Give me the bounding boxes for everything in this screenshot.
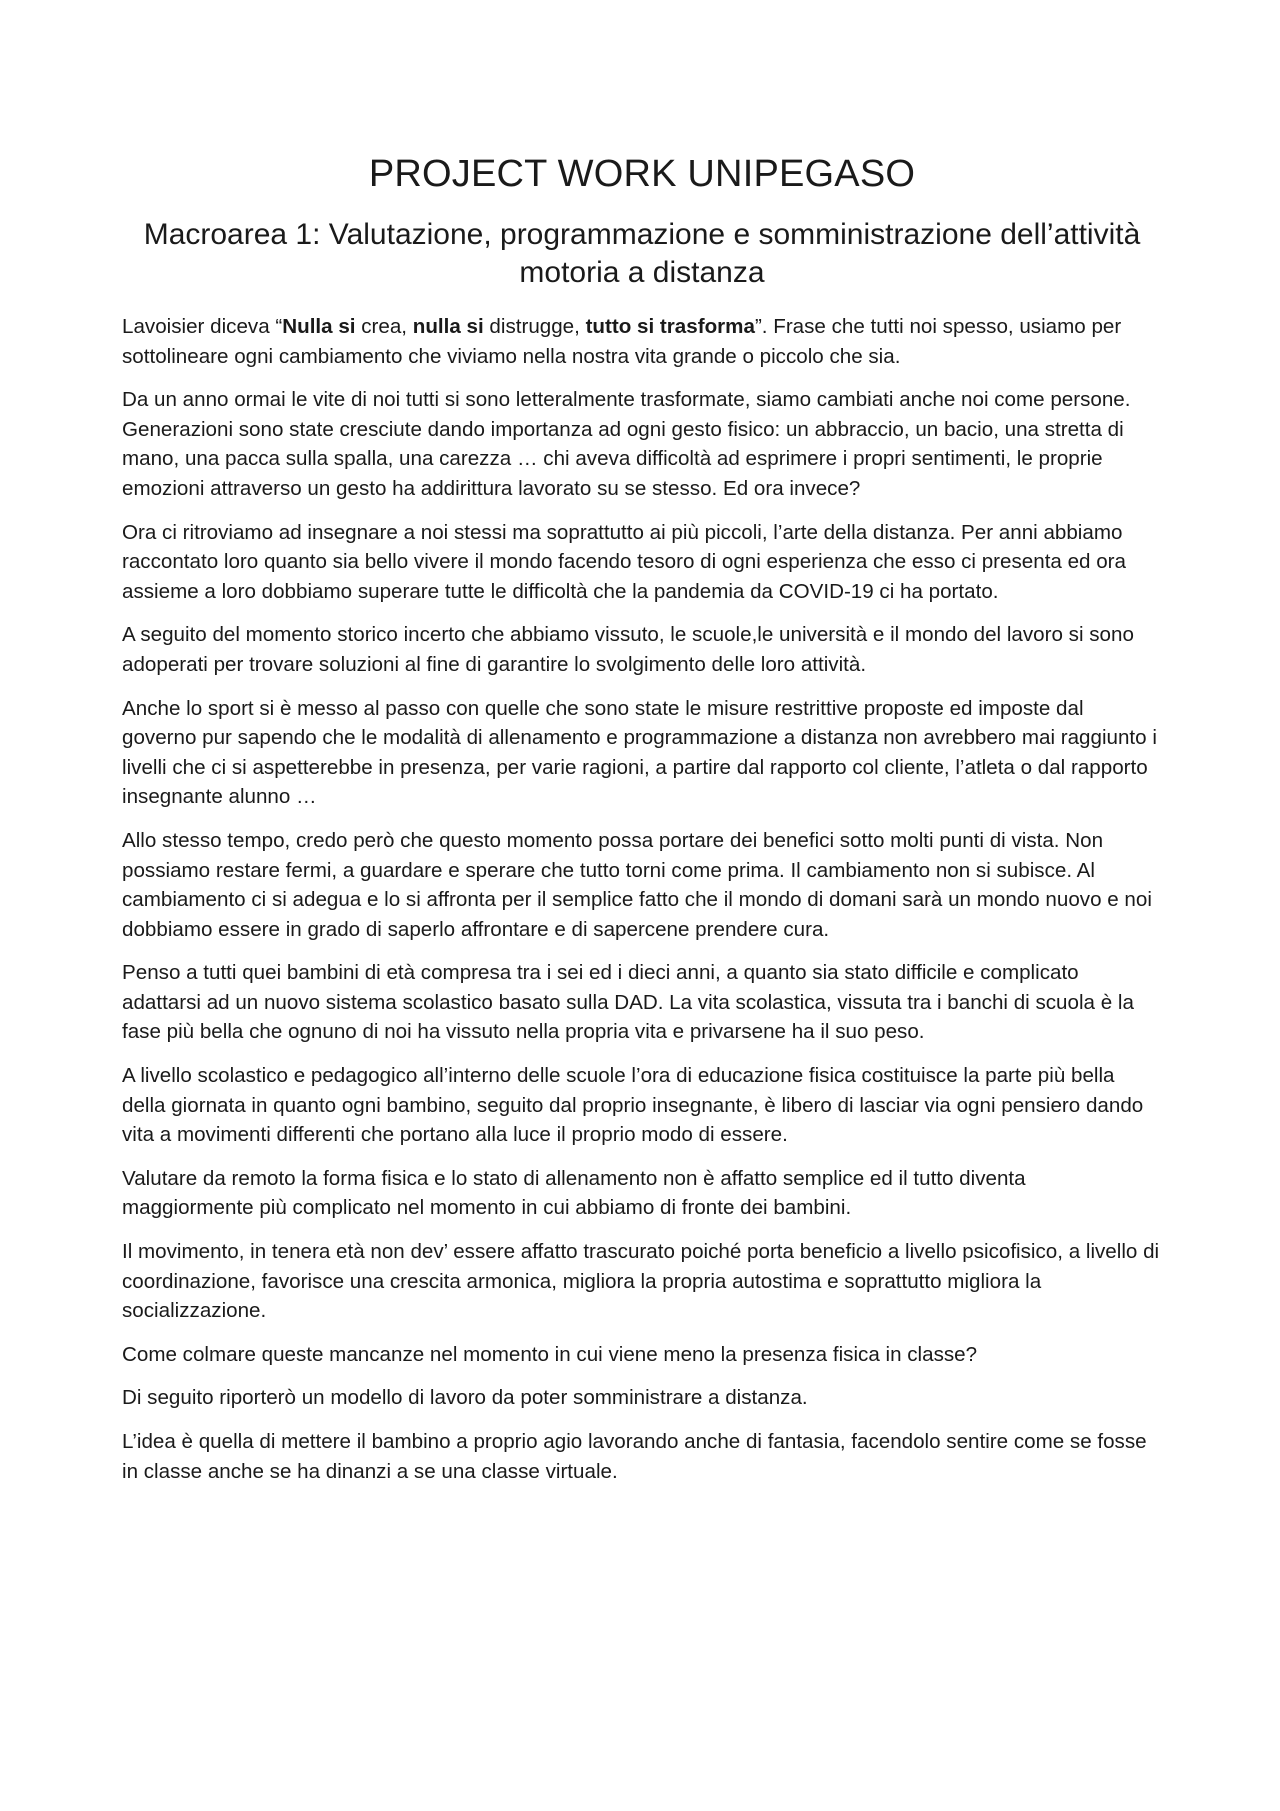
paragraph-12: L’idea è quella di mettere il bambino a proprio agio lavorando anche di fantasia, facendolo sentire come se fosse in classe anche se ha dinanzi a se una classe virtuale. [122, 1430, 1147, 1483]
intro-bold-3: tutto si trasforma [585, 315, 755, 338]
paragraph-2: Ora ci ritroviamo ad insegnare a noi stessi ma soprattutto ai più piccoli, l’arte della distanza. Per anni abbiamo raccontato loro quanto sia bello vivere il mondo facendo tesoro di ogni esperienza che esso ci presenta ed ora assieme a loro dobbiamo superare tutte le difficoltà che la pandemia da COVID-19 ci ha portato. [122, 520, 1126, 603]
intro-text-4: ”. Frase che tutti noi spesso, usiamo per sottolineare ogni cambiamento che viviamo nella nostra vita grande o piccolo che sia. [122, 315, 1122, 368]
intro-text-1: Lavoisier diceva “ [122, 315, 283, 338]
paragraph-10: Come colmare queste mancanze nel momento in cui viene meno la presenza fisica in classe? [122, 1342, 978, 1366]
document-subtitle: Macroarea 1: Valutazione, programmazione e somministrazione dell’attività motoria a distanza [143, 218, 1141, 289]
intro-text-3: distrugge, [483, 315, 586, 338]
intro-text-2: crea, [355, 315, 413, 338]
document-title: PROJECT WORK UNIPEGASO [368, 153, 916, 195]
paragraph-7: A livello scolastico e pedagogico all’interno delle scuole l’ora di educazione fisica costituisce la parte più bella della giornata in quanto ogni bambino, seguito dal proprio insegnante, è libero di lasciar via ogni pensiero dando vita a movimenti differenti che portano alla luce il proprio modo di essere. [122, 1064, 1144, 1147]
paragraph-11: Di seguito riporterò un modello di lavoro da poter somministrare a distanza. [122, 1386, 808, 1410]
paragraph-5: Allo stesso tempo, credo però che questo momento possa portare dei benefici sotto molti punti di vista. Non possiamo restare fermi, a guardare e sperare che tutto torni come prima. Il cambiamento non si subisce. Al cambiamento ci si adegua e lo si affronta per il semplice fatto che il mondo di domani sarà un mondo nuovo e noi dobbiamo essere in grado di saperlo affrontare e di sapercene prendere cura. [122, 828, 1152, 941]
paragraph-3: A seguito del momento storico incerto che abbiamo vissuto, le scuole,le università e il mondo del lavoro si sono adoperati per trovare soluzioni al fine di garantire lo svolgimento delle loro attività. [122, 623, 1134, 676]
paragraph-6: Penso a tutti quei bambini di età compresa tra i sei ed i dieci anni, a quanto sia stato difficile e complicato adattarsi ad un nuovo sistema scolastico basato sulla DAD. La vita scolastica, vissuta tra i banchi di scuola è la fase più bella che ognuno di noi ha vissuto nella propria vita e privarsene ha il suo peso. [122, 961, 1134, 1044]
paragraph-4: Anche lo sport si è messo al passo con quelle che sono state le misure restrittive proposte ed imposte dal governo pur sapendo che le modalità di allenamento e programmazione a distanza non avrebbero mai raggiunto i livelli che ci si aspetterebbe in presenza, per varie ragioni, a partire dal rapporto col cliente, l’atleta o dal rapporto insegnante alunno … [122, 696, 1157, 809]
paragraph-9: Il movimento, in tenera età non dev’ essere affatto trascurato poiché porta beneficio a livello psicofisico, a livello di coordinazione, favorisce una crescita armonica, migliora la propria autostima e soprattutto migliora la socializzazione. [122, 1240, 1160, 1323]
intro-bold-2: nulla si [412, 315, 484, 338]
document-page [122, 150, 1162, 1500]
paragraph-1: Da un anno ormai le vite di noi tutti si sono letteralmente trasformate, siamo cambiati anche noi come persone. Generazioni sono state cresciute dando importanza ad ogni gesto fisico: un abbraccio, un bacio, una stretta di mano, una pacca sulla spalla, una carezza … chi aveva difficoltà ad esprimere i propri sentimenti, le proprie emozioni attraverso un gesto ha addirittura lavorato su se stesso. Ed ora invece? [122, 388, 1131, 500]
intro-paragraph [122, 312, 1162, 371]
paragraph-8: Valutare da remoto la forma fisica e lo stato di allenamento non è affatto semplice ed il tutto diventa maggiormente più complicato nel momento in cui abbiamo di fronte dei bambini. [122, 1166, 1026, 1220]
intro-bold-1: Nulla si [282, 315, 356, 338]
